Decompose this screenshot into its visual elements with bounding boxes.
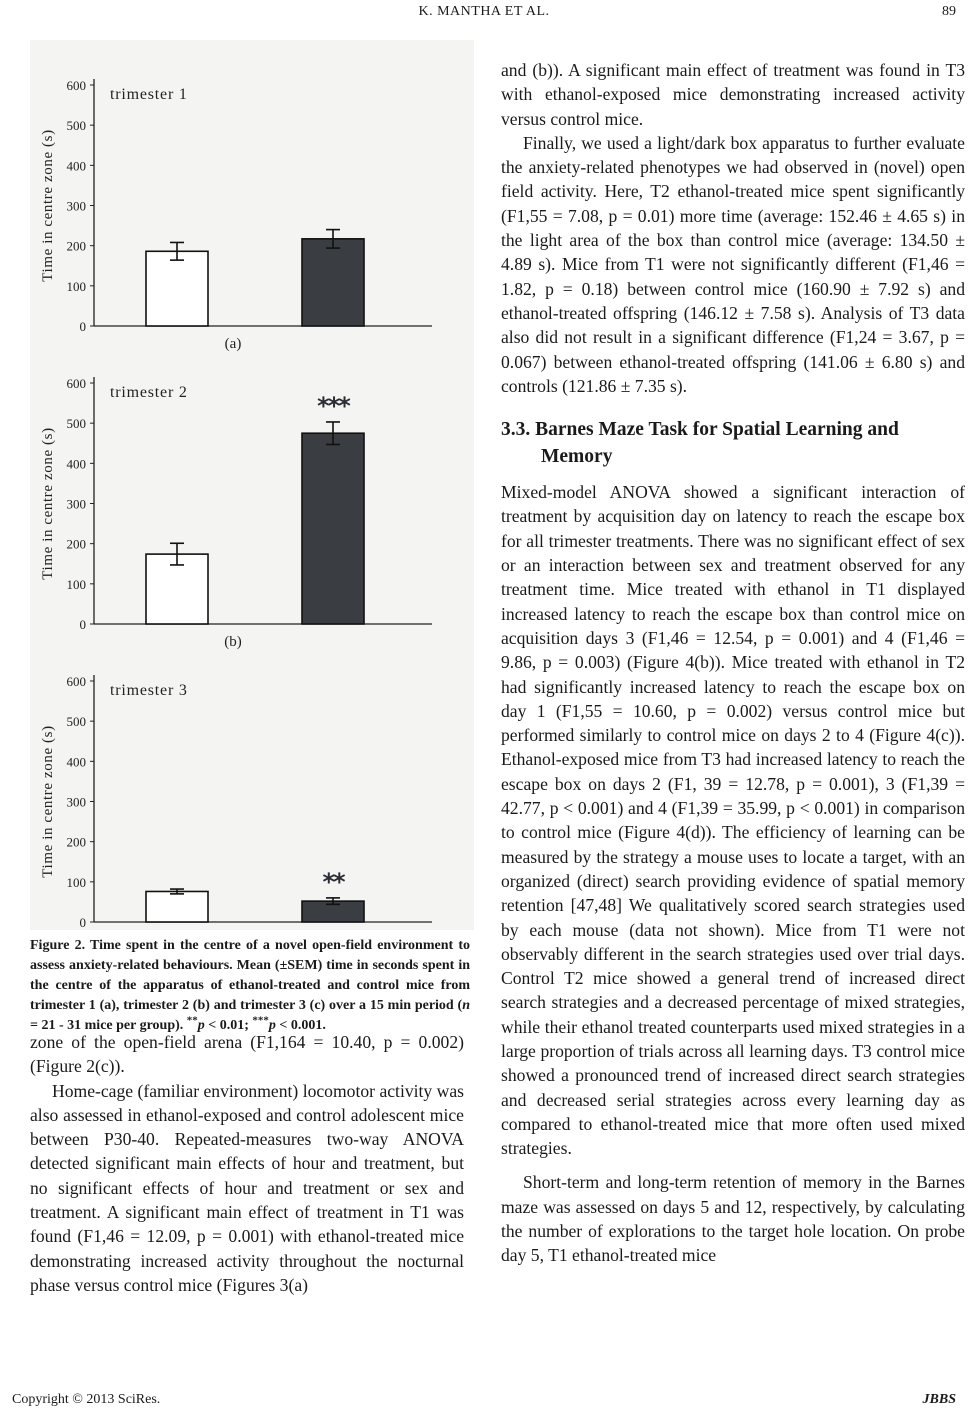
panel-sublabel-p2: (b) [224,634,242,650]
left-paragraph-2: Home-cage (familiar environment) locomotor activity was also assessed in ethanol-exposed and control adolescent mice between P30-40. Repeated-measures two-way ANOVA detected significant main effects of hour and treatment, but no significant effects of hour and treatment or sex and treatment. A significant main effect of treatment in T1 was found (F1,46 = 12.09, p = 0.001) with ethanol-treated mice demonstrating increased activity throughout the nocturnal phase versus control mice (Figures 3(a) [30,1080,464,1295]
panel-title-p3: trimester 3 [110,682,188,699]
left-column-text [30,1030,464,1297]
y-tick-label-p1: 500 [66,118,86,134]
right-paragraph-1: and (b)). A significant main effect of treatment was found in T3 with ethanol-exposed mice demonstrating increased activity versus control mice. [501,60,965,129]
caption-text-4: < 0.001. [275,1018,326,1033]
y-axis-label-p2: Time in centre zone (s) [40,427,56,580]
figure-2-chart [30,40,474,930]
copyright: Copyright © 2013 SciRes. [12,1392,161,1407]
page-number: 89 [942,4,956,19]
y-tick-label-p1: 200 [66,238,86,254]
y-axis-label-p1: Time in centre zone (s) [40,129,56,282]
page-footer [0,1392,968,1412]
significance-stars-p2: *** [317,391,349,420]
figure-caption [30,936,470,1036]
y-tick-label-p3: 100 [66,874,86,890]
y-tick-label-p3: 300 [66,794,86,810]
figure-2 [30,40,474,930]
y-tick-label-p2: 400 [66,456,86,472]
right-paragraph-4: Short-term and long-term retention of memory in the Barnes maze was assessed on days 5 and 12, respectively, by calculating the number of explorations to the target hole location. On probe day 5, T1 ethanol-treated mice [501,1172,965,1266]
category-label-control [154,929,201,930]
y-tick-label-p3: 600 [66,674,86,689]
caption-p-1: p [197,1018,205,1033]
right-paragraph-2: Finally, we used a light/dark box apparatus to further evaluate the anxiety-related phenotypes we had observed in (novel) open field activity. Here, T2 ethanol-treated mice spent significantly (F1,55 = 7.08, p = 0.01) more time (average: 152.46 ± 4.65 s) in the light area of the box than control mice (average: 134.50 ± 4.89 s). Mice from T1 were not significantly different (F1,46 = 1.82, p = 0.18) between control mice (160.90 ± 7.92 s) and ethanol-treated offspring (146.12 ± 7.58 s). Analysis of T3 data also did not result in a significant difference (F1,24 = 3.67, p = 0.067) between ethanol-treated offspring (141.06 ± 6.80 s) and controls (121.86 ± 7.35 s). [501,132,965,396]
y-axis-label-p3: Time in centre zone (s) [40,725,56,878]
panel-title-p2: trimester 2 [110,384,188,401]
y-tick-label-p2: 500 [66,416,86,432]
caption-text-2: = 21 - 31 mice per group). [30,1018,187,1033]
y-tick-label-p3: 500 [66,714,86,730]
y-tick-label-p3: 0 [79,915,86,930]
y-tick-label-p3: 400 [66,754,86,770]
caption-n: n [462,998,470,1013]
caption-sig-2: *** [252,1014,269,1027]
section-heading: 3.3. Barnes Maze Task for Spatial Learning and Memory [501,419,899,468]
y-tick-label-p1: 600 [66,78,86,93]
caption-sig-1: ** [186,1014,198,1027]
right-paragraph-3: Mixed-model ANOVA showed a significant interaction of treatment by acquisition day on latency to reach the escape box for all trimester treatments. There was no significant effect of sex or an interaction between sex and treatment observed for any treatment time. Mice treated with ethanol in T1 displayed increased latency to reach the escape box than control mice on acquisition days 3 (F1,46 = 12.54, p = 0.001) and 4 (F1,46 = 9.86, p = 0.003) (Figure 4(b)). Mice treated with ethanol in T2 had significantly increased latency to reach the escape box on day 1 (F1,55 = 10.60, p = 0.002) versus control mice but performed similarly to control mice on days 2 to 4 (Figure 4(c)). Ethanol-exposed mice from T3 had increased latency to reach the escape box on days 2 (F1, 39 = 12.78, p = 0.001), 3 (F1,39 = 42.77, p < 0.001) and 4 (F1,39 = 35.99, p < 0.001) in comparison to control mice (Figure 4(d)). The efficiency of learning can be measured by the strategy a mouse uses to locate a target, with an organized (direct) search providing evidence of spatial memory retention [47,48] We qualitatively scored search strategies used by each mouse (data not shown). Mice from T1 were not observably different in the search strategies used over trial days. Control T2 mice showed a general trend of increased direct search strategies and a decreased percentage of mixed strategies, while their ethanol treated counterparts used mixed strategies in a large proportion of trials across all learning days. T3 control mice showed a pronounced trend of increased direct search strategies and decreased serial strategies across every learning day as compared to ethanol-treated mice that more often used mixed strategies. [501,482,965,1159]
journal-abbrev: JBBS [922,1392,956,1407]
panel-sublabel-p1: (a) [224,336,242,352]
bar-ethanol-p1 [302,239,364,326]
caption-text-1: Figure 2. Time spent in the centre of a novel open-field environment to assess anxiety-related behaviours. Mean (±SEM) time in seconds spent in the centre of the apparatus of ethanol-treated and control mice from trimester 1 (a), trimester 2 (b) and trimester 3 (c) over a 15 min period ( [30,938,470,1013]
bar-control-p3 [146,891,208,922]
bar-control-p1 [146,251,208,326]
y-tick-label-p2: 300 [66,496,86,512]
running-header [0,4,968,24]
caption-p-2: p [268,1018,276,1033]
header-authors: K. MANTHA ET AL. [418,4,550,19]
y-tick-label-p2: 600 [66,376,86,391]
right-column-text [501,58,965,1268]
bar-ethanol-p2 [302,433,364,624]
significance-stars-p3: ** [322,867,344,896]
y-tick-label-p1: 300 [66,198,86,214]
y-tick-label-p3: 200 [66,834,86,850]
y-tick-label-p2: 200 [66,536,86,552]
y-tick-label-p2: 0 [79,617,86,632]
category-label-ethanol [309,929,357,930]
panel-title-p1: trimester 1 [110,86,188,103]
y-tick-label-p1: 400 [66,158,86,174]
y-tick-label-p1: 0 [79,319,86,334]
left-paragraph-1: zone of the open-field arena (F1,164 = 10.40, p = 0.002) (Figure 2(c)). [30,1032,464,1077]
caption-text-3: < 0.01; [204,1018,253,1033]
y-tick-label-p2: 100 [66,576,86,592]
y-tick-label-p1: 100 [66,278,86,294]
